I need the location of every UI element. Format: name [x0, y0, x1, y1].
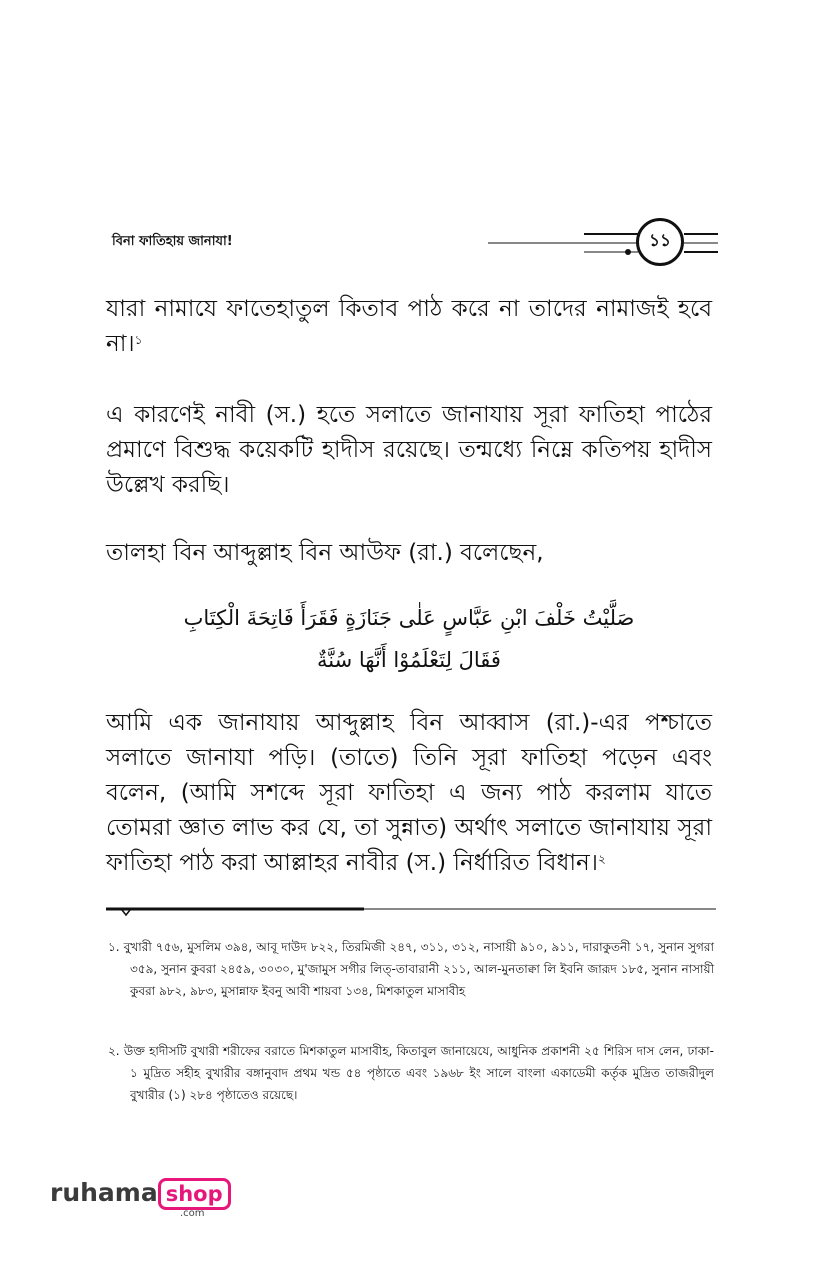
footnote-ref-1: ১ [134, 333, 143, 347]
watermark-logo [50, 1178, 231, 1222]
paragraph-4 [106, 706, 712, 881]
footnote-ref-2: ২ [597, 852, 606, 866]
running-title: বিনা ফাতিহায় জানাযা! [112, 234, 233, 249]
paragraph-1-text: যারা নামাযে ফাতেহাতুল কিতাব পাঠ করে না তাদের নামাজই হবে না। [106, 296, 712, 357]
footnote-2: ২. উক্ত হাদীসটি বুখারী শরীফের বরাতে মিশকাতুল মাসাবীহ, কিতাবুল জানায়েযে, আধুনিক প্রকাশনী ২৫ শিরিস দাস লেন, ঢাকা- ১ মুদ্রিত সহীহ বুখারীর বঙ্গানুবাদ প্রথম খন্ড ৫৪ পৃষ্ঠাতে এবং ১৯৬৮ ইং সালে বাংলা একাডেমী কর্তৃক মুদ্রিত তাজরীদুল বুখারীর (১) ২৮৪ পৃষ্ঠাতেও রয়েছে। [108, 1044, 714, 1102]
paragraph-2: এ কারণেই নাবী (স.) হতে সলাতে জানাযায় সূরা ফাতিহা পাঠের প্রমাণে বিশুদ্ধ কয়েকটি হাদীস রয়েছে। তন্মধ্যে নিম্নে কতিপয় হাদীস উল্লেখ করছি। [106, 402, 712, 498]
footnote-divider [106, 900, 716, 920]
logo-domain-text: .com [180, 1208, 205, 1219]
arabic-hadith [106, 597, 712, 681]
paragraph-3: তালহা বিন আব্দুল্লাহ বিন আউফ (রা.) বলেছেন, [106, 540, 544, 566]
arabic-line-1: صَلَّيْتُ خَلْفَ ابْنِ عَبَّاسٍ عَلٰى جَنَازَةٍ فَقَرَأَ فَاتِحَةَ الْكِتَابِ [183, 606, 635, 630]
footnote-1: ১. বুখারী ৭৫৬, মুসলিম ৩৯৪, আবূ দাউদ ৮২২, তিরমিজী ২৪৭, ৩১১, ৩১২, নাসায়ী ৯১০, ৯১১, দারাকুতনী ১৭, সুনান সুগরা ৩৫৯, সুনান কুবরা ২৪৫৯, ৩০৩০, মু'জামুস সগীর লিত্-তাবারানী ২১১, আল-মুনতাক্বা লি ইবনি জারূদ ১৮৫, সুনান নাসায়ী কুবরা ৯৮২, ৯৮৩, মুসান্নাফ ইবনু আবী শায়বা ১৩৪, মিশকাতুল মাসাবীহ [108, 940, 714, 998]
logo-brand-text: ruhama [50, 1178, 158, 1207]
arabic-line-2: فَقَالَ لِتَعْلَمُوْا أَنَّهَا سُنَّةٌ [317, 648, 501, 672]
page-number-badge: ১১ [636, 218, 684, 266]
logo-shop-badge: shop [158, 1178, 231, 1210]
paragraph-4-text: আমি এক জানাযায় আব্দুল্লাহ বিন আব্বাস (রা.)-এর পশ্চাতে সলাতে জানাযা পড়ি। (তাতে) তিনি সূরা ফাতিহা পড়েন এবং বলেন, (আমি সশব্দে সূরা ফাতিহা এ জন্য পাঠ করলাম যাতে তোমরা জ্ঞাত লাভ কর যে, তা সুন্নাত) অর্থাৎ সলাতে জানাযায় সূরা ফাতিহা পাঠ করা আল্লাহর নাবীর (স.) নির্ধারিত বিধান। [106, 710, 712, 876]
paragraph-1 [106, 292, 712, 362]
